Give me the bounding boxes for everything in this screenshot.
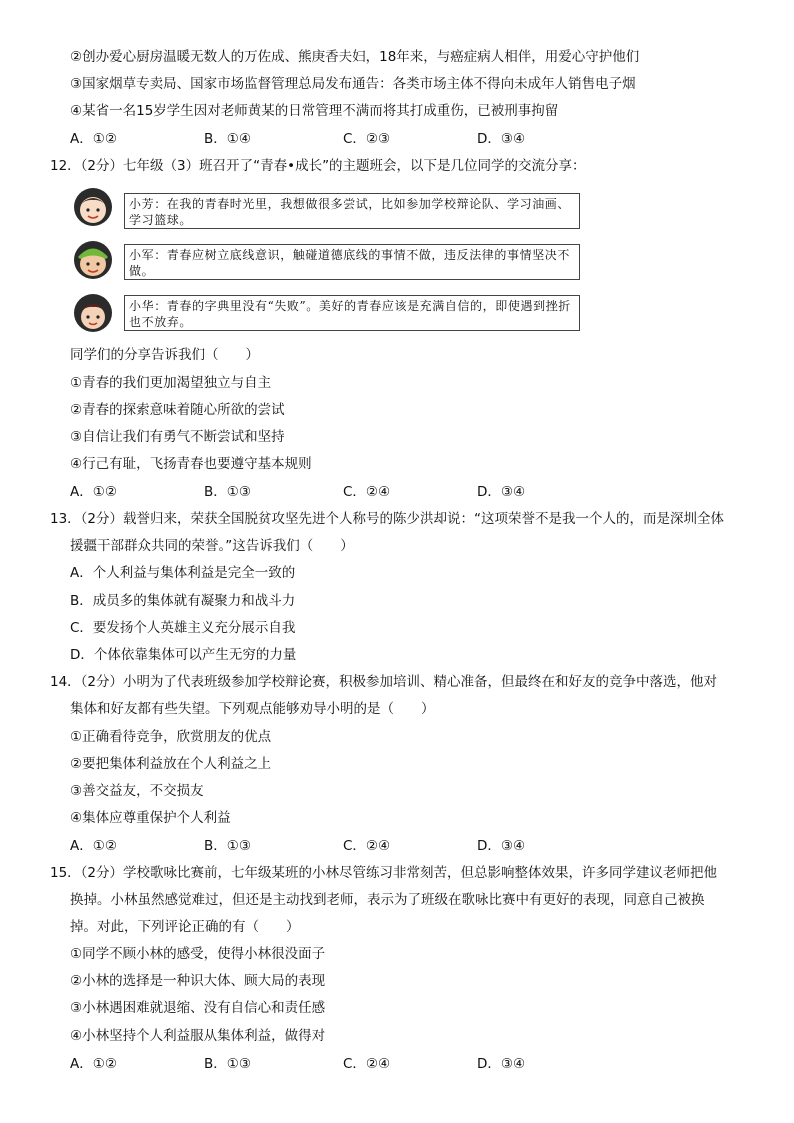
q13-option-c: C．要发扬个人英雄主义充分展示自我 [70, 620, 296, 636]
q15-item-2: ②小林的选择是一种识大体、顾大局的表现 [70, 973, 326, 989]
q13-stem-line2: 援疆干部群众共同的荣誉。”这告诉我们（ ） [70, 538, 354, 554]
q12-option-c: C．②④ [343, 484, 391, 500]
bubble-xiaohua: 小华：青春的字典里没有“失败”。美好的青春应该是充满自信的，即使遇到挫折也不放弃。 [124, 295, 580, 331]
boy-avatar-icon [73, 240, 113, 280]
q14-option-d: D．③④ [477, 838, 526, 854]
q14-stem-line2: 集体和好友都有些失望。下列观点能够劝导小明的是（ ） [70, 701, 435, 717]
q15-option-a: A．①② [70, 1056, 117, 1072]
q15-stem-line2: 换掉。小林虽然感觉难过，但还是主动找到老师，表示为了班级在歌咏比赛中有更好的表现，同意自己被换 [70, 892, 705, 908]
prev-item-2: ②创办爱心厨房温暖无数人的万佐成、熊庚香夫妇，18年来，与癌症病人相伴，用爱心守护他们 [70, 49, 640, 65]
bubble-xiaofang: 小芳：在我的青春时光里，我想做很多尝试，比如参加学校辩论队、学习油画、学习篮球。 [124, 193, 580, 229]
child-avatar-icon [73, 293, 113, 333]
q12-item-4: ④行己有耻，飞扬青春也要遵守基本规则 [70, 456, 312, 472]
q14-item-1: ①正确看待竞争，欣赏朋友的优点 [70, 729, 272, 745]
q15-option-d: D．③④ [477, 1056, 526, 1072]
q12-question: 同学们的分享告诉我们（ ） [70, 347, 259, 363]
q13-option-d: D．个体依靠集体可以产生无穷的力量 [70, 647, 297, 663]
q15-option-c: C．②④ [343, 1056, 391, 1072]
q14-item-2: ②要把集体利益放在个人利益之上 [70, 756, 272, 772]
q14-option-b: B．①③ [204, 838, 251, 854]
bubble-xiaojun: 小军：青春应树立底线意识，触碰道德底线的事情不做，违反法律的事情坚决不做。 [124, 244, 580, 280]
q12-option-b: B．①③ [204, 484, 251, 500]
girl-avatar-icon [73, 187, 113, 227]
q12-stem: 12．（2分）七年级（3）班召开了“青春•成长”的主题班会，以下是几位同学的交流分享： [50, 158, 586, 174]
prev-item-4: ④某省一名15岁学生因对老师黄某的日常管理不满而将其打成重伤，已被刑事拘留 [70, 103, 559, 119]
q12-item-1: ①青春的我们更加渴望独立与自主 [70, 375, 272, 391]
q15-option-b: B．①③ [204, 1056, 251, 1072]
q12-item-2: ②青春的探索意味着随心所欲的尝试 [70, 402, 285, 418]
prev-option-b: B．①④ [204, 131, 251, 147]
q14-item-4: ④集体应尊重保护个人利益 [70, 810, 231, 826]
q14-item-3: ③善交益友，不交损友 [70, 783, 204, 799]
q15-item-3: ③小林遇困难就退缩、没有自信心和责任感 [70, 1000, 326, 1016]
q13-option-a: A．个人利益与集体利益是完全一致的 [70, 565, 296, 581]
prev-option-d: D．③④ [477, 131, 526, 147]
prev-option-c: C．②③ [343, 131, 391, 147]
q14-option-a: A．①② [70, 838, 117, 854]
q15-item-4: ④小林坚持个人利益服从集体利益，做得对 [70, 1028, 326, 1044]
q12-option-a: A．①② [70, 484, 117, 500]
q12-option-d: D．③④ [477, 484, 526, 500]
prev-item-3: ③国家烟草专卖局、国家市场监督管理总局发布通告：各类市场主体不得向未成年人销售电子烟 [70, 76, 636, 92]
q15-stem-line1: 15．（2分）学校歌咏比赛前，七年级某班的小林尽管练习非常刻苦，但总影响整体效果，许多同学建议老师把他 [50, 865, 718, 881]
q12-item-3: ③自信让我们有勇气不断尝试和坚持 [70, 429, 285, 445]
q13-option-b: B．成员多的集体就有凝聚力和战斗力 [70, 593, 296, 609]
q13-stem-line1: 13．（2分）载誉归来，荣获全国脱贫攻坚先进个人称号的陈少洪却说：“这项荣誉不是我一个人的，而是深圳全体 [50, 511, 725, 527]
q14-stem-line1: 14．（2分）小明为了代表班级参加学校辩论赛，积极参加培训、精心准备，但最终在和好友的竞争中落选，他对 [50, 674, 718, 690]
prev-option-a: A．①② [70, 131, 117, 147]
q15-stem-line3: 掉。对此，下列评论正确的有（ ） [70, 919, 300, 935]
q15-item-1: ①同学不顾小林的感受，使得小林很没面子 [70, 946, 326, 962]
q14-option-c: C．②④ [343, 838, 391, 854]
